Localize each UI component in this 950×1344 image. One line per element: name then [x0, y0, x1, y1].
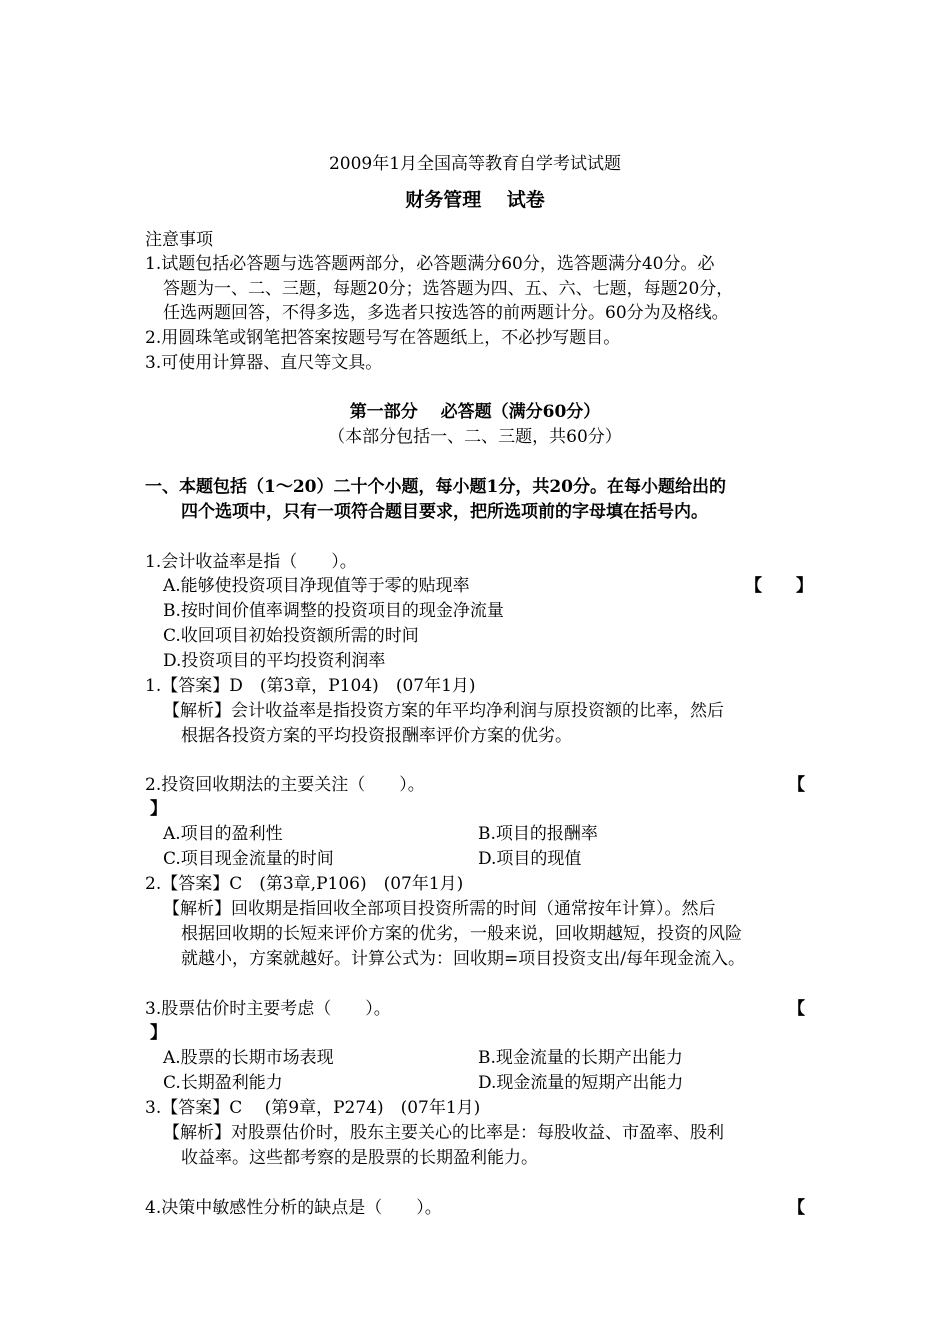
question-stem: 2.投资回收期法的主要关注（ ）。: [145, 775, 425, 795]
notes-heading: 注意事项: [145, 230, 213, 250]
analysis-line: 根据各投资方案的平均投资报酬率评价方案的优劣。: [181, 726, 572, 746]
note-line: 2.用圆珠笔或钢笔把答案按题号写在答题纸上，不必抄写题目。: [145, 328, 621, 348]
analysis-line: 【解析】会计收益率是指投资方案的年平均净利润与原投资额的比率，然后: [163, 701, 724, 721]
exam-title: 2009年1月全国高等教育自学考试试题: [328, 154, 622, 174]
option-a: A.能够使投资项目净现值等于零的贴现率: [163, 576, 470, 596]
note-line: 答题为一、二、三题，每题20分；选答题为四、五、六、七题，每题20分，: [163, 279, 734, 299]
analysis-line: 【解析】回收期是指回收全部项目投资所需的时间（通常按年计算）。然后: [163, 899, 716, 919]
option-a: A.项目的盈利性: [163, 824, 283, 844]
option-c: C.项目现金流量的时间: [163, 849, 334, 869]
question-stem: 4.决策中敏感性分析的缺点是（ ）。: [145, 1198, 442, 1218]
option-c: C.长期盈利能力: [163, 1073, 283, 1093]
paper-title: 财务管理 试卷: [405, 189, 545, 211]
answer-line: 3.【答案】C (第9章，P274) (07年1月): [145, 1098, 481, 1118]
part1-title: 第一部分 必答题（满分60分）: [349, 402, 601, 422]
answer-bracket-close: 】: [150, 799, 167, 819]
note-line: 1.试题包括必答题与选答题两部分，必答题满分60分，选答题满分40分。必: [145, 254, 715, 274]
section1-instructions: 四个选项中，只有一项符合题目要求，把所选项前的字母填在括号内。: [181, 502, 708, 522]
analysis-line: 根据回收期的长短来评价方案的优劣，一般来说，回收期越短，投资的风险: [181, 924, 742, 944]
option-d: D.项目的现值: [478, 849, 582, 869]
note-line: 任选两题回答，不得多选，多选者只按选答的前两题计分。60分为及格线。: [163, 303, 729, 323]
answer-bracket-open: 【: [788, 775, 805, 795]
option-d: D.投资项目的平均投资利润率: [163, 651, 386, 671]
analysis-line: 收益率。这些都考察的是股票的长期盈利能力。: [181, 1148, 538, 1168]
question-stem: 3.股票估价时主要考虑（ ）。: [145, 999, 391, 1019]
answer-bracket-open: 【: [788, 999, 805, 1019]
option-b: B.现金流量的长期产出能力: [478, 1048, 683, 1068]
question-stem: 1.会计收益率是指（ ）。: [145, 552, 357, 572]
answer-bracket-close: 】: [150, 1023, 167, 1043]
analysis-line: 【解析】对股票估价时，股东主要关心的比率是：每股收益、市盈率、股利: [163, 1123, 724, 1143]
option-d: D.现金流量的短期产出能力: [478, 1073, 684, 1093]
note-line: 3.可使用计算器、直尺等文具。: [145, 353, 383, 373]
answer-line: 2.【答案】C (第3章,P106) (07年1月): [145, 874, 464, 894]
option-b: B.项目的报酬率: [478, 824, 598, 844]
answer-bracket-open: 【: [788, 1198, 805, 1218]
part1-subtitle: （本部分包括一、二、三题，共60分）: [328, 427, 622, 447]
option-a: A.股票的长期市场表现: [163, 1048, 334, 1068]
option-b: B.按时间价值率调整的投资项目的现金净流量: [163, 601, 504, 621]
option-c: C.收回项目初始投资额所需的时间: [163, 626, 419, 646]
answer-bracket: 【 】: [745, 576, 813, 596]
section1-instructions: 一、本题包括（1～20）二十个小题，每小题1分，共20分。在每小题给出的: [145, 477, 726, 497]
analysis-line: 就越小，方案就越好。计算公式为：回收期=项目投资支出/每年现金流入。: [181, 949, 745, 969]
answer-line: 1.【答案】D (第3章，P104) (07年1月): [145, 676, 476, 696]
